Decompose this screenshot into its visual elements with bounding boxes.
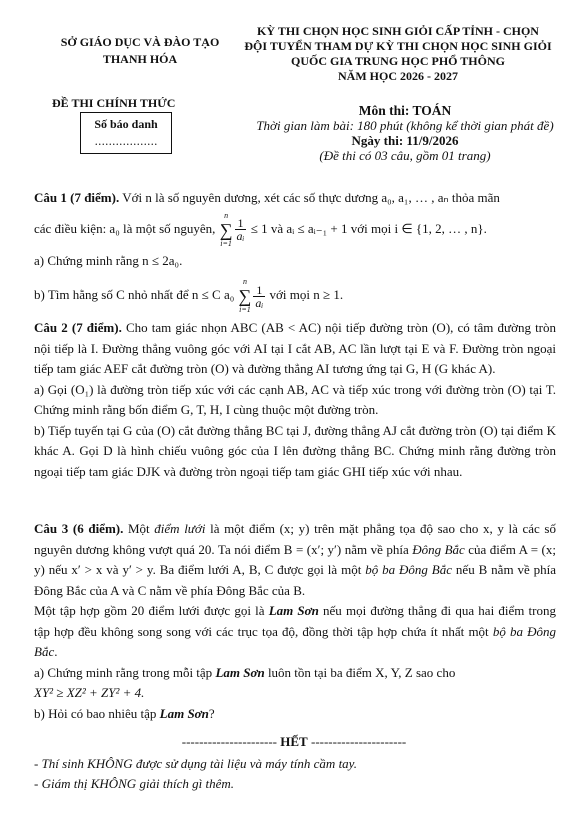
question-1: [34, 188, 556, 315]
sum-symbol: n ∑ i=1: [219, 210, 233, 248]
term-lam-son-b: Lam Sơn: [159, 705, 209, 721]
question-3a-rest: luôn tồn tại ba điểm X, Y, Z sao cho: [264, 664, 456, 680]
candidate-number-box: [80, 112, 172, 154]
question-1a: a) Chứng minh rằng n ≤ 2a₀.: [34, 252, 183, 268]
candidate-number-label: Số báo danh: [94, 117, 158, 131]
footer-notes: [34, 754, 357, 794]
exam-title-line2: ĐỘI TUYỂN THAM DỰ KỲ THI CHỌN HỌC SINH GIỎI: [244, 39, 552, 53]
page-count: (Đề thi có 03 câu, gồm 01 trang): [319, 148, 491, 163]
exam-header: [228, 24, 568, 84]
school-year: NĂM HỌC 2026 - 2027: [338, 69, 458, 83]
exam-title-line1: KỲ THI CHỌN HỌC SINH GIỎI CẤP TỈNH - CHỌN: [257, 24, 539, 38]
question-3-def-1: Một tập hợp gồm 20 điểm lưới được gọi là: [34, 603, 269, 618]
end-dashes-left: ----------------------: [181, 734, 281, 749]
question-3-text-1: Một: [123, 521, 155, 536]
question-1-condition: các điều kiện: a₀ là một số nguyên,: [34, 220, 216, 236]
province-name: THANH HÓA: [102, 52, 178, 66]
department-name: SỞ GIÁO DỤC VÀ ĐÀO TẠO: [60, 35, 220, 49]
term-northeast: Đông Bắc: [412, 541, 465, 557]
question-2: [34, 318, 556, 482]
question-1b-rest: với mọi n ≥ 1.: [269, 286, 344, 302]
term-northeast-triple-2: bộ ba Đông Bắc: [34, 623, 556, 659]
official-label: ĐỀ THI CHÍNH THỨC: [52, 96, 176, 110]
note-no-explanation: - Giám thị KHÔNG giải thích gì thêm.: [34, 776, 235, 791]
question-3-text-2: là một điểm (x; y) trên mặt phẳng tọa độ sao cho x, y là các số nguyên dương không vượt quá 20. Ta nói điểm B = (x′; y′) nằm về phía: [34, 521, 556, 557]
question-3-def-3: .: [54, 644, 58, 659]
subject: Môn thi: TOÁN: [358, 103, 452, 118]
question-3a: a) Chứng minh rằng trong mỗi tập: [34, 664, 216, 680]
note-no-materials: - Thí sinh KHÔNG được sử dụng tài liệu và máy tính cầm tay.: [34, 756, 357, 771]
exam-date: Ngày thi: 11/9/2026: [351, 133, 459, 148]
question-2a: a) Gọi (O₁) là đường tròn tiếp xúc với các cạnh AB, AC và tiếp xúc trong với đường tròn (O) tại T. Chứng minh rằng bốn điểm G, T, H, I cùng thuộc một đường tròn.: [34, 381, 556, 417]
term-northeast-triple: bộ ba Đông Bắc: [365, 562, 453, 577]
question-2-label: Câu 2 (7 điểm).: [34, 320, 122, 335]
candidate-number-blank: ..................: [94, 135, 158, 148]
question-3-text-4: nếu B nằm về phía Đông Bắc của A và C nằm về phía Đông Bắc của B.: [34, 562, 557, 598]
question-1-label: Câu 1 (7 điểm).: [34, 190, 120, 205]
question-3-def-2: nếu mọi đường thẳng đi qua hai điểm trong tập hợp đều không song song với các trục tọa độ, đồng thời tập hợp chứa ít nhất một: [34, 603, 556, 639]
question-1-condition-rest: ≤ 1 và aᵢ ≤ aᵢ₋₁ + 1 với mọi i ∈ {1, 2, … , n}.: [250, 220, 487, 236]
exam-meta: [240, 103, 570, 163]
end-word: HẾT: [280, 734, 308, 749]
question-2b: b) Tiếp tuyến tại G của (O) cắt đường thẳng BC tại J, đường thẳng AJ cắt đường tròn (O) tại điểm K khác A. Gọi D là hình chiếu vuông góc của I lên đường thẳng BC. Chứng minh rằng đường tròn ngoại tiếp tam giác DJK và đường tròn ngoại tiếp tam giác GHI tiếp xúc với nhau.: [34, 422, 556, 479]
question-3a-inequality: XY² ≥ XZ² + ZY² + 4.: [34, 685, 145, 700]
exam-title-line3: QUỐC GIA TRUNG HỌC PHỔ THÔNG: [291, 54, 505, 68]
sum-symbol-b: n ∑ i=1: [238, 277, 252, 314]
question-3-text-3: của điểm A = (x; y) nếu x′ > x và y′ > y. Ba điểm lưới A, B, C được gọi là một: [34, 541, 556, 577]
question-3: [34, 519, 556, 724]
fraction-1-over-ai-b: $\frac{1}{\text{aᵢ}}$: [255, 282, 264, 310]
end-dashes-right: ----------------------: [307, 734, 407, 749]
end-marker: [0, 734, 588, 750]
question-3b: b) Hỏi có bao nhiêu tập: [34, 705, 160, 721]
fraction-1-over-ai: $\frac{1}{\text{aᵢ}}$: [236, 216, 245, 243]
question-1-text: Với n là số nguyên dương, xét các số thực dương a₀, a₁, … , aₙ thỏa mãn: [119, 190, 500, 205]
term-lattice-point: điểm lưới: [154, 521, 206, 536]
term-lam-son-a: Lam Sơn: [215, 664, 265, 680]
term-lam-son: Lam Sơn: [268, 603, 319, 618]
department-header: [40, 34, 240, 68]
question-2-text: Cho tam giác nhọn ABC (AB < AC) nội tiếp đường tròn (O), có tâm đường tròn nội tiếp là I. Đường thẳng vuông góc với AI tại I cắt AB, AC lần lượt tại E và F. Đường tròn ngoại tiếp tam giác AEF cắt đường tròn (O) và đường thẳng AI tương ứng tại G, H (G khác A).: [34, 320, 557, 376]
question-3-label: Câu 3 (6 điểm).: [34, 521, 124, 536]
question-3b-rest: ?: [208, 705, 215, 721]
question-1b: b) Tìm hằng số C nhỏ nhất để n ≤ C a₀: [34, 286, 235, 302]
duration: Thời gian làm bài: 180 phút (không kể thời gian phát đề): [256, 118, 554, 133]
